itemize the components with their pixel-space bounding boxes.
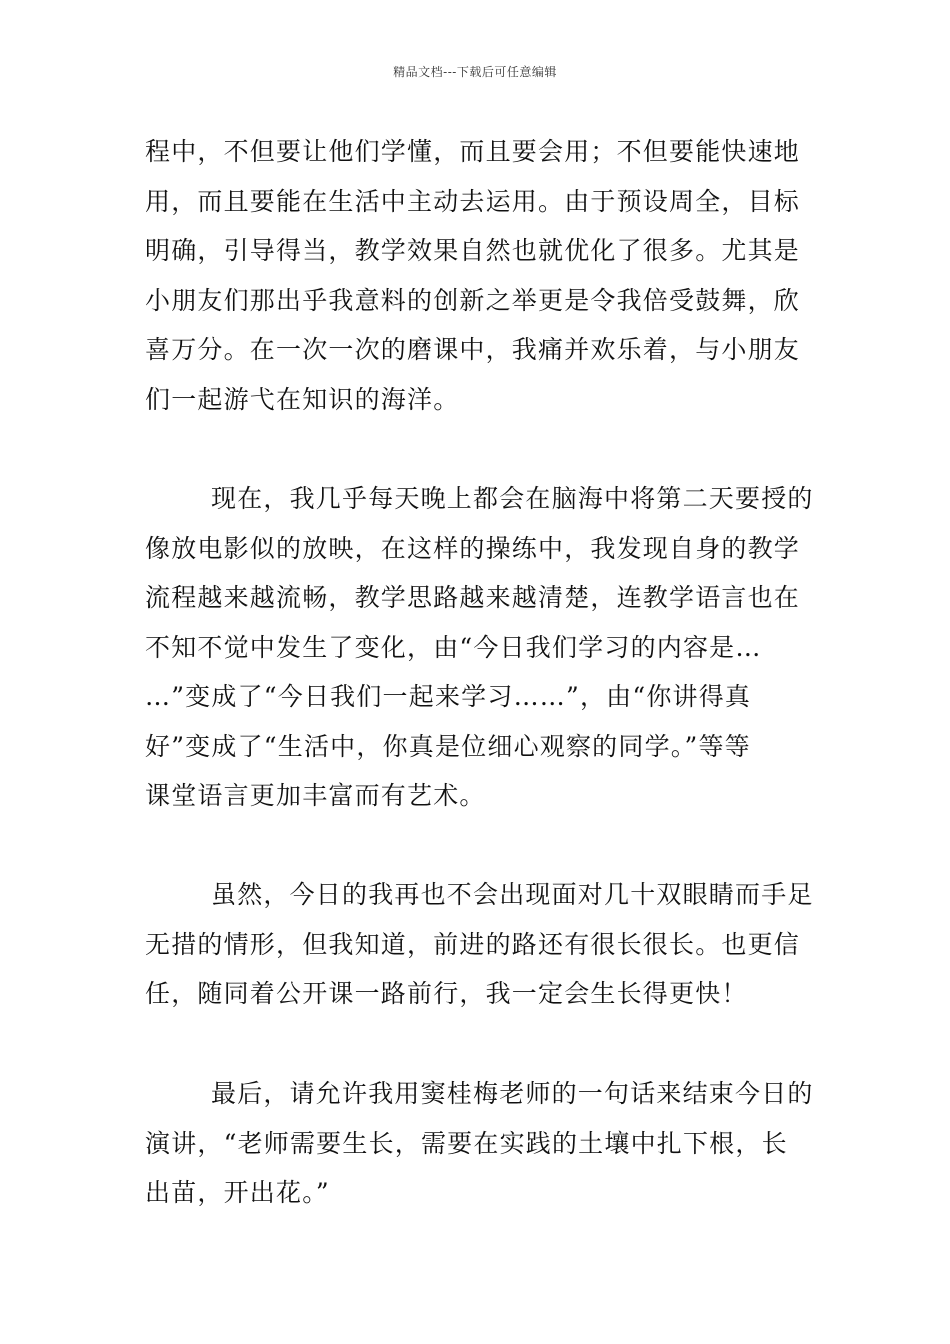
paragraph-line: 虽然，今日的我再也不会出现面对几十双眼睛而手足 [211, 880, 814, 909]
paragraph-line: 现在，我几乎每天晚上都会在脑海中将第二天要授的 [211, 484, 814, 513]
paragraph-line: 无措的情形，但我知道，前进的路还有很长很长。也更信 [145, 929, 801, 959]
paragraph-3 [145, 870, 814, 1019]
paragraph-line: 好”变成了“生活中，你真是位细心观察的同学。”等等 [145, 731, 751, 761]
paragraph-line: 出苗，开出花。” [145, 1178, 330, 1207]
paragraph-line: 们一起游弋在知识的海洋。 [145, 384, 460, 414]
paragraph-line: 像放电影似的放映，在这样的操练中，我发现自身的教学 [145, 533, 801, 563]
paragraph-line: 不知不觉中发生了变化，由“今日我们学习的内容是… [145, 632, 762, 662]
paragraph-4 [145, 1069, 814, 1218]
paragraph-line: 程中，不但要让他们学懂，而且要会用；不但要能快速地 [145, 137, 801, 166]
paragraph-line: …”变成了“今日我们一起来学习……”，由“你讲得真 [145, 682, 752, 711]
paragraph-1 [145, 127, 800, 424]
paragraph-line: 流程越来越流畅，教学思路越来越清楚，连教学语言也在 [145, 583, 801, 612]
paragraph-line: 用，而且要能在生活中主动去运用。由于预设周全，目标 [145, 186, 801, 216]
paragraph-line: 最后，请允许我用窦桂梅老师的一句话来结束今日的 [211, 1079, 814, 1108]
paragraph-2 [145, 474, 814, 821]
paragraph-line: 课堂语言更加丰富而有艺术。 [145, 781, 486, 810]
paragraph-line: 任，随同着公开课一路前行，我一定会生长得更快！ [145, 979, 748, 1008]
paragraph-line: 演讲，“老师需要生长，需要在实践的土壤中扎下根，长 [145, 1128, 788, 1158]
paragraph-line: 喜万分。在一次一次的磨课中，我痛并欢乐着，与小朋友 [145, 335, 801, 364]
page-header: 精品文档---下载后可任意编辑 [393, 65, 557, 79]
paragraph-line: 明确，引导得当，教学效果自然也就优化了很多。尤其是 [145, 236, 801, 265]
paragraph-line: 小朋友们那出乎我意料的创新之举更是令我倍受鼓舞，欣 [145, 285, 801, 315]
